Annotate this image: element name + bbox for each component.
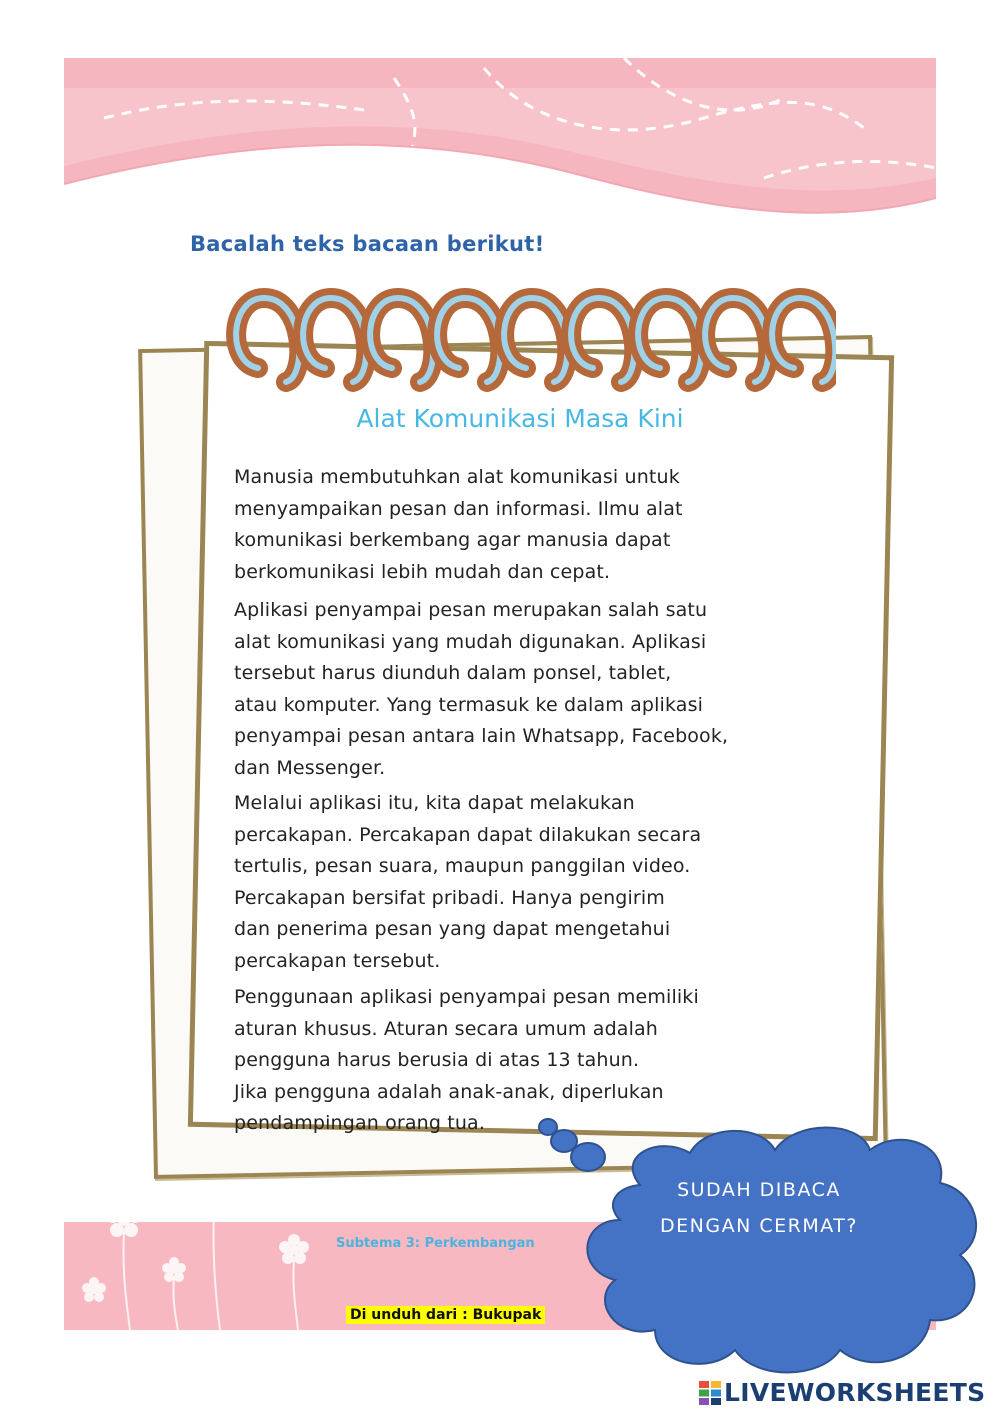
paragraph-line: Manusia membutuhkan alat komunikasi untuk — [234, 466, 680, 488]
spiral-ring — [236, 298, 299, 382]
spiral-ring — [504, 298, 567, 382]
paragraph-line: Aplikasi penyampai pesan merupakan salah satu — [234, 599, 708, 621]
paragraph-line: menyampaikan pesan dan informasi. Ilmu alat — [234, 497, 683, 520]
liveworksheets-logo-icon — [698, 1380, 722, 1406]
paragraph-1 — [234, 462, 814, 588]
paragraph-line: Penggunaan aplikasi penyampai pesan memiliki — [234, 986, 699, 1008]
paragraph-line: aturan khusus. Aturan secara umum adalah — [234, 1017, 658, 1040]
paragraph-line: pendampingan orang tua. — [234, 1112, 486, 1134]
spiral-ring — [638, 298, 701, 382]
brand-name: LIVEWORKSHEETS — [724, 1378, 986, 1407]
spiral-ring — [772, 298, 835, 382]
top-decorative-banner — [64, 58, 936, 218]
cloud-line: SUDAH DIBACA — [677, 1179, 841, 1201]
paragraph-2 — [234, 595, 814, 784]
paragraph-line: pengguna harus berusia di atas 13 tahun. — [234, 1049, 640, 1071]
paragraph-3 — [234, 788, 814, 977]
paragraph-line: Jika pengguna adalah anak-anak, diperlukan — [234, 1080, 664, 1103]
paragraph-line: penyampai pesan antara lain Whatsapp, Facebook, — [234, 725, 729, 747]
paragraph-line: tersebut harus diunduh dalam ponsel, tablet, — [234, 662, 672, 684]
spiral-ring — [437, 298, 500, 382]
paragraph-line: dan penerima pesan yang dapat mengetahui — [234, 918, 671, 940]
paragraph-line: tertulis, pesan suara, maupun panggilan video. — [234, 855, 691, 877]
paragraph-line: berkomunikasi lebih mudah dan cepat. — [234, 560, 611, 583]
flower-decoration — [64, 1160, 344, 1330]
spiral-ring — [370, 298, 433, 382]
subtema-label: Subtema 3: Perkembangan — [336, 1236, 535, 1251]
cloud-line: DENGAN CERMAT? — [660, 1215, 858, 1237]
paragraph-line: Percakapan bersifat pribadi. Hanya pengirim — [234, 886, 665, 909]
spiral-ring — [705, 298, 768, 382]
notebook-spiral-rings — [226, 280, 836, 410]
thought-cloud-text — [620, 1172, 898, 1244]
notebook-title: Alat Komunikasi Masa Kini — [356, 404, 684, 433]
paragraph-line: Melalui aplikasi itu, kita dapat melakukan — [234, 792, 635, 814]
paragraph-line: komunikasi berkembang agar manusia dapat — [234, 529, 671, 551]
spiral-ring — [303, 298, 366, 382]
spiral-ring — [571, 298, 634, 382]
instruction-text: Bacalah teks bacaan berikut! — [190, 232, 545, 256]
paragraph-line: percakapan tersebut. — [234, 949, 441, 972]
paragraph-line: percakapan. Percakapan dapat dilakukan secara — [234, 823, 702, 846]
download-source-note: Di unduh dari : Bukupak — [346, 1306, 545, 1324]
paragraph-line: atau komputer. Yang termasuk ke dalam aplikasi — [234, 693, 704, 716]
paragraph-line: alat komunikasi yang mudah digunakan. Aplikasi — [234, 630, 707, 653]
paragraph-line: dan Messenger. — [234, 756, 386, 779]
